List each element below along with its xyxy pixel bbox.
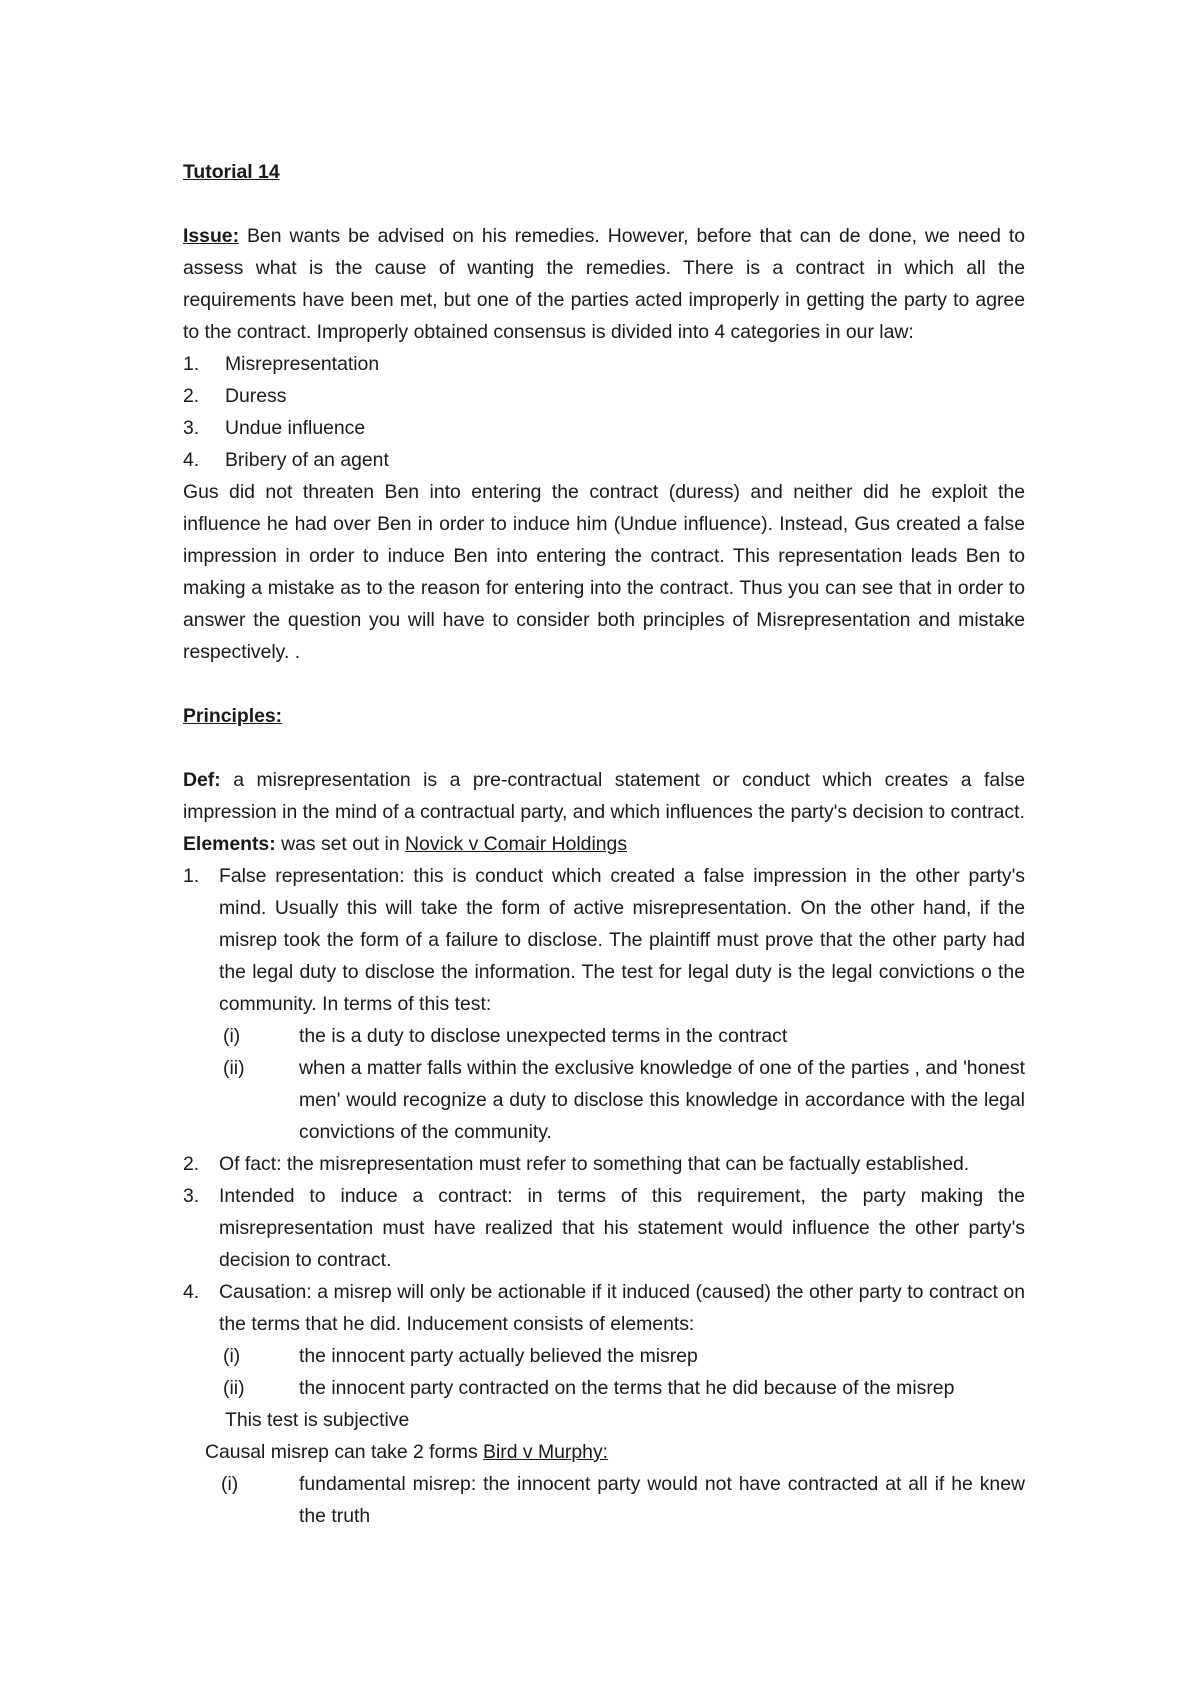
page-title: Tutorial 14: [183, 161, 280, 183]
issue-text: Ben wants be advised on his remedies. However, before that can de done, we need to assess what is the cause of wanting the remedies. There is a contract in which all the requirements have been met, but one of the parties acted improperly in getting the party to agree to the contract. Improperly obtained consensus is divided into 4 categories in our law:: [183, 225, 1025, 343]
list-item: 3. Undue influence: [183, 417, 366, 439]
list-item: 4. Bribery of an agent: [183, 449, 389, 471]
case-reference: Novick v Comair Holdings: [405, 833, 628, 855]
list-item: 1. Misrepresentation: [183, 353, 380, 375]
list-item: 4. Causation: a misrep will only be actionable if it induced (caused) the other party to contract on the terms that he did. Inducement consists of elements:: [183, 1281, 1025, 1335]
sub-item: (ii) the innocent party contracted on the terms that he did because of the misrep: [223, 1377, 955, 1399]
subjective-note: This test is subjective: [225, 1409, 410, 1431]
sub-item: (i) the innocent party actually believed the misrep: [223, 1345, 698, 1367]
principles-heading: Principles:: [183, 705, 283, 727]
list-item: 2. Duress: [183, 385, 287, 407]
list-item: 2. Of fact: the misrepresentation must refer to something that can be factually established.: [183, 1153, 970, 1175]
causal-line: Causal misrep can take 2 forms Bird v Murphy:: [205, 1441, 609, 1463]
document-body: [183, 156, 1025, 1532]
def-label: Def:: [183, 769, 221, 791]
elements-label: Elements:: [183, 833, 276, 855]
def-text: a misrepresentation is a pre-contractual statement or conduct which creates a false impression in the mind of a contractual party, and which influences the party's decision to contract.: [183, 769, 1025, 823]
sub-item: (i) fundamental misrep: the innocent party would not have contracted at all if he knew the truth: [221, 1473, 1025, 1527]
sub-item: (ii) when a matter falls within the exclusive knowledge of one of the parties , and 'honest men' would recognize a duty to disclose this knowledge in accordance with the legal convictions of the community.: [223, 1057, 1025, 1143]
analysis-paragraph: Gus did not threaten Ben into entering the contract (duress) and neither did he exploit the influence he had over Ben in order to induce him (Undue influence). Instead, Gus created a false impression in order to induce Ben into entering the contract. This representation leads Ben to making a mistake as to the reason for entering into the contract. Thus you can see that in order to answer the question you will have to consider both principles of Misrepresentation and mistake respectively. .: [183, 481, 1025, 663]
issue-paragraph: [183, 220, 1025, 348]
elements-line: Elements: was set out in Novick v Comair Holdings: [183, 833, 628, 855]
list-item: 3. Intended to induce a contract: in terms of this requirement, the party making the misrepresentation must have realized that his statement would influence the other party's decision to contract.: [183, 1185, 1025, 1271]
sub-item: (i) the is a duty to disclose unexpected terms in the contract: [223, 1025, 788, 1047]
list-item: 1. False representation: this is conduct which created a false impression in the other party's mind. Usually this will take the form of active misrepresentation. On the other hand, if the misrep took the form of a failure to disclose. The plaintiff must prove that the other party had the legal duty to disclose the information. The test for legal duty is the legal convictions o the community. In terms of this test:: [183, 865, 1025, 1015]
definition-paragraph: [183, 764, 1025, 828]
elements-list: [183, 860, 1025, 1404]
category-list: [183, 348, 1025, 476]
case-reference: Bird v Murphy:: [483, 1441, 609, 1463]
issue-label: Issue:: [183, 225, 240, 247]
